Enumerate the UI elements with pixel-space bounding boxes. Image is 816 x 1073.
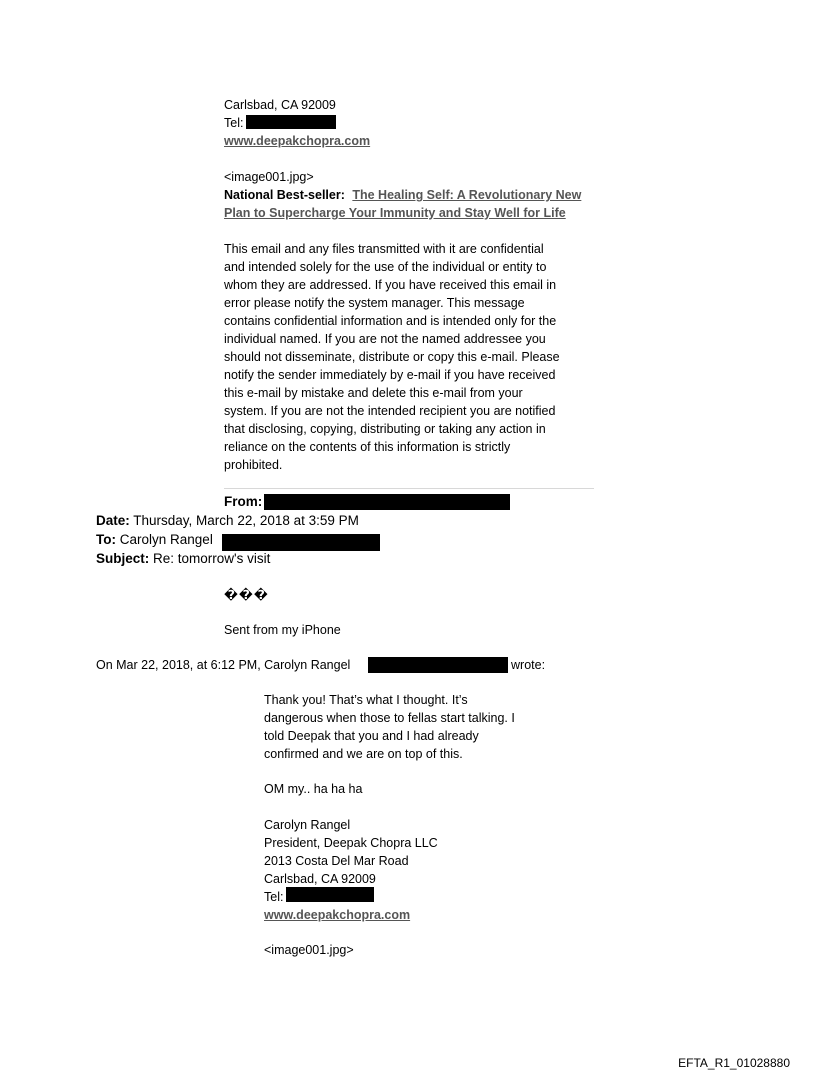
sig-name: Carolyn Rangel (264, 818, 351, 832)
disclaimer-line: This email and any files transmitted with it are confidential (224, 242, 544, 256)
quoted-signature (264, 816, 438, 924)
date-label: Date: (96, 513, 130, 528)
disclaimer-line: error please notify the system manager. This message (224, 296, 525, 310)
quoted-line: confirmed and we are on top of this. (264, 747, 463, 761)
quoted-om-line: OM my.. ha ha ha (264, 782, 363, 796)
bestseller-line (224, 186, 581, 204)
signature-website-link[interactable]: www.deepakchopra.com (224, 134, 371, 148)
confidentiality-disclaimer (224, 240, 596, 474)
disclaimer-line: prohibited. (224, 458, 283, 472)
sig-tel-label: Tel: (264, 890, 284, 904)
to-label: To: (96, 532, 116, 547)
sig-title: President, Deepak Chopra LLC (264, 836, 438, 850)
sig-street: 2013 Costa Del Mar Road (264, 854, 409, 868)
subject-label: Subject: (96, 551, 150, 566)
to-value: Carolyn Rangel (119, 532, 213, 547)
image-attachment-placeholder: <image001.jpg> (224, 170, 314, 184)
date-value: Thursday, March 22, 2018 at 3:59 PM (133, 513, 359, 528)
signature-address: Carlsbad, CA 92009 (224, 98, 336, 112)
disclaimer-line: individual named. If you are not the named addressee you (224, 332, 546, 346)
disclaimer-line: reliance on the contents of this information is strictly (224, 440, 511, 454)
sig-website-link[interactable]: www.deepakchopra.com (264, 908, 411, 922)
redaction-bar (264, 494, 510, 510)
signature-tel-label: Tel: (224, 116, 244, 130)
quote-intro-suffix: wrote: (511, 658, 546, 672)
book-title-link-line2[interactable]: Plan to Supercharge Your Immunity and Stay Well for Life (224, 206, 566, 220)
disclaimer-line: should not disseminate, distribute or copy this e-mail. Please (224, 350, 560, 364)
header-separator (224, 488, 594, 489)
quote-intro-prefix: On Mar 22, 2018, at 6:12 PM, Carolyn Rangel (96, 658, 351, 672)
disclaimer-line: that disclosing, copying, distributing or taking any action in (224, 422, 546, 436)
from-label: From: (224, 494, 263, 509)
book-title-link-line1[interactable]: The Healing Self: A Revolutionary New (352, 188, 582, 202)
sent-from-iphone: Sent from my iPhone (224, 623, 341, 637)
document-id: EFTA_R1_01028880 (678, 1056, 790, 1070)
redaction-bar (286, 887, 374, 902)
sig-city: Carlsbad, CA 92009 (264, 872, 376, 886)
date-row (96, 511, 359, 530)
unrenderable-glyphs: ��� (224, 588, 269, 602)
quoted-line: told Deepak that you and I had already (264, 729, 479, 743)
sig-image-placeholder: <image001.jpg> (264, 943, 354, 957)
subject-value: Re: tomorrow's visit (153, 551, 271, 566)
to-row (96, 530, 213, 549)
quoted-paragraph (264, 691, 515, 763)
quoted-line: dangerous when those to fellas start talking. I (264, 711, 515, 725)
disclaimer-line: and intended solely for the use of the individual or entity to (224, 260, 547, 274)
bestseller-label: National Best-seller: (224, 188, 345, 202)
disclaimer-line: system. If you are not the intended recipient you are notified (224, 404, 556, 418)
redaction-bar (368, 657, 508, 673)
disclaimer-line: notify the sender immediately by e-mail if you have received (224, 368, 556, 382)
disclaimer-line: whom they are addressed. If you have received this email in (224, 278, 557, 292)
disclaimer-line: this e-mail by mistake and delete this e-mail from your (224, 386, 523, 400)
subject-row (96, 549, 270, 568)
disclaimer-line: contains confidential information and is intended only for the (224, 314, 557, 328)
redaction-bar (246, 115, 336, 129)
quoted-line: Thank you! That’s what I thought. It’s (264, 693, 468, 707)
